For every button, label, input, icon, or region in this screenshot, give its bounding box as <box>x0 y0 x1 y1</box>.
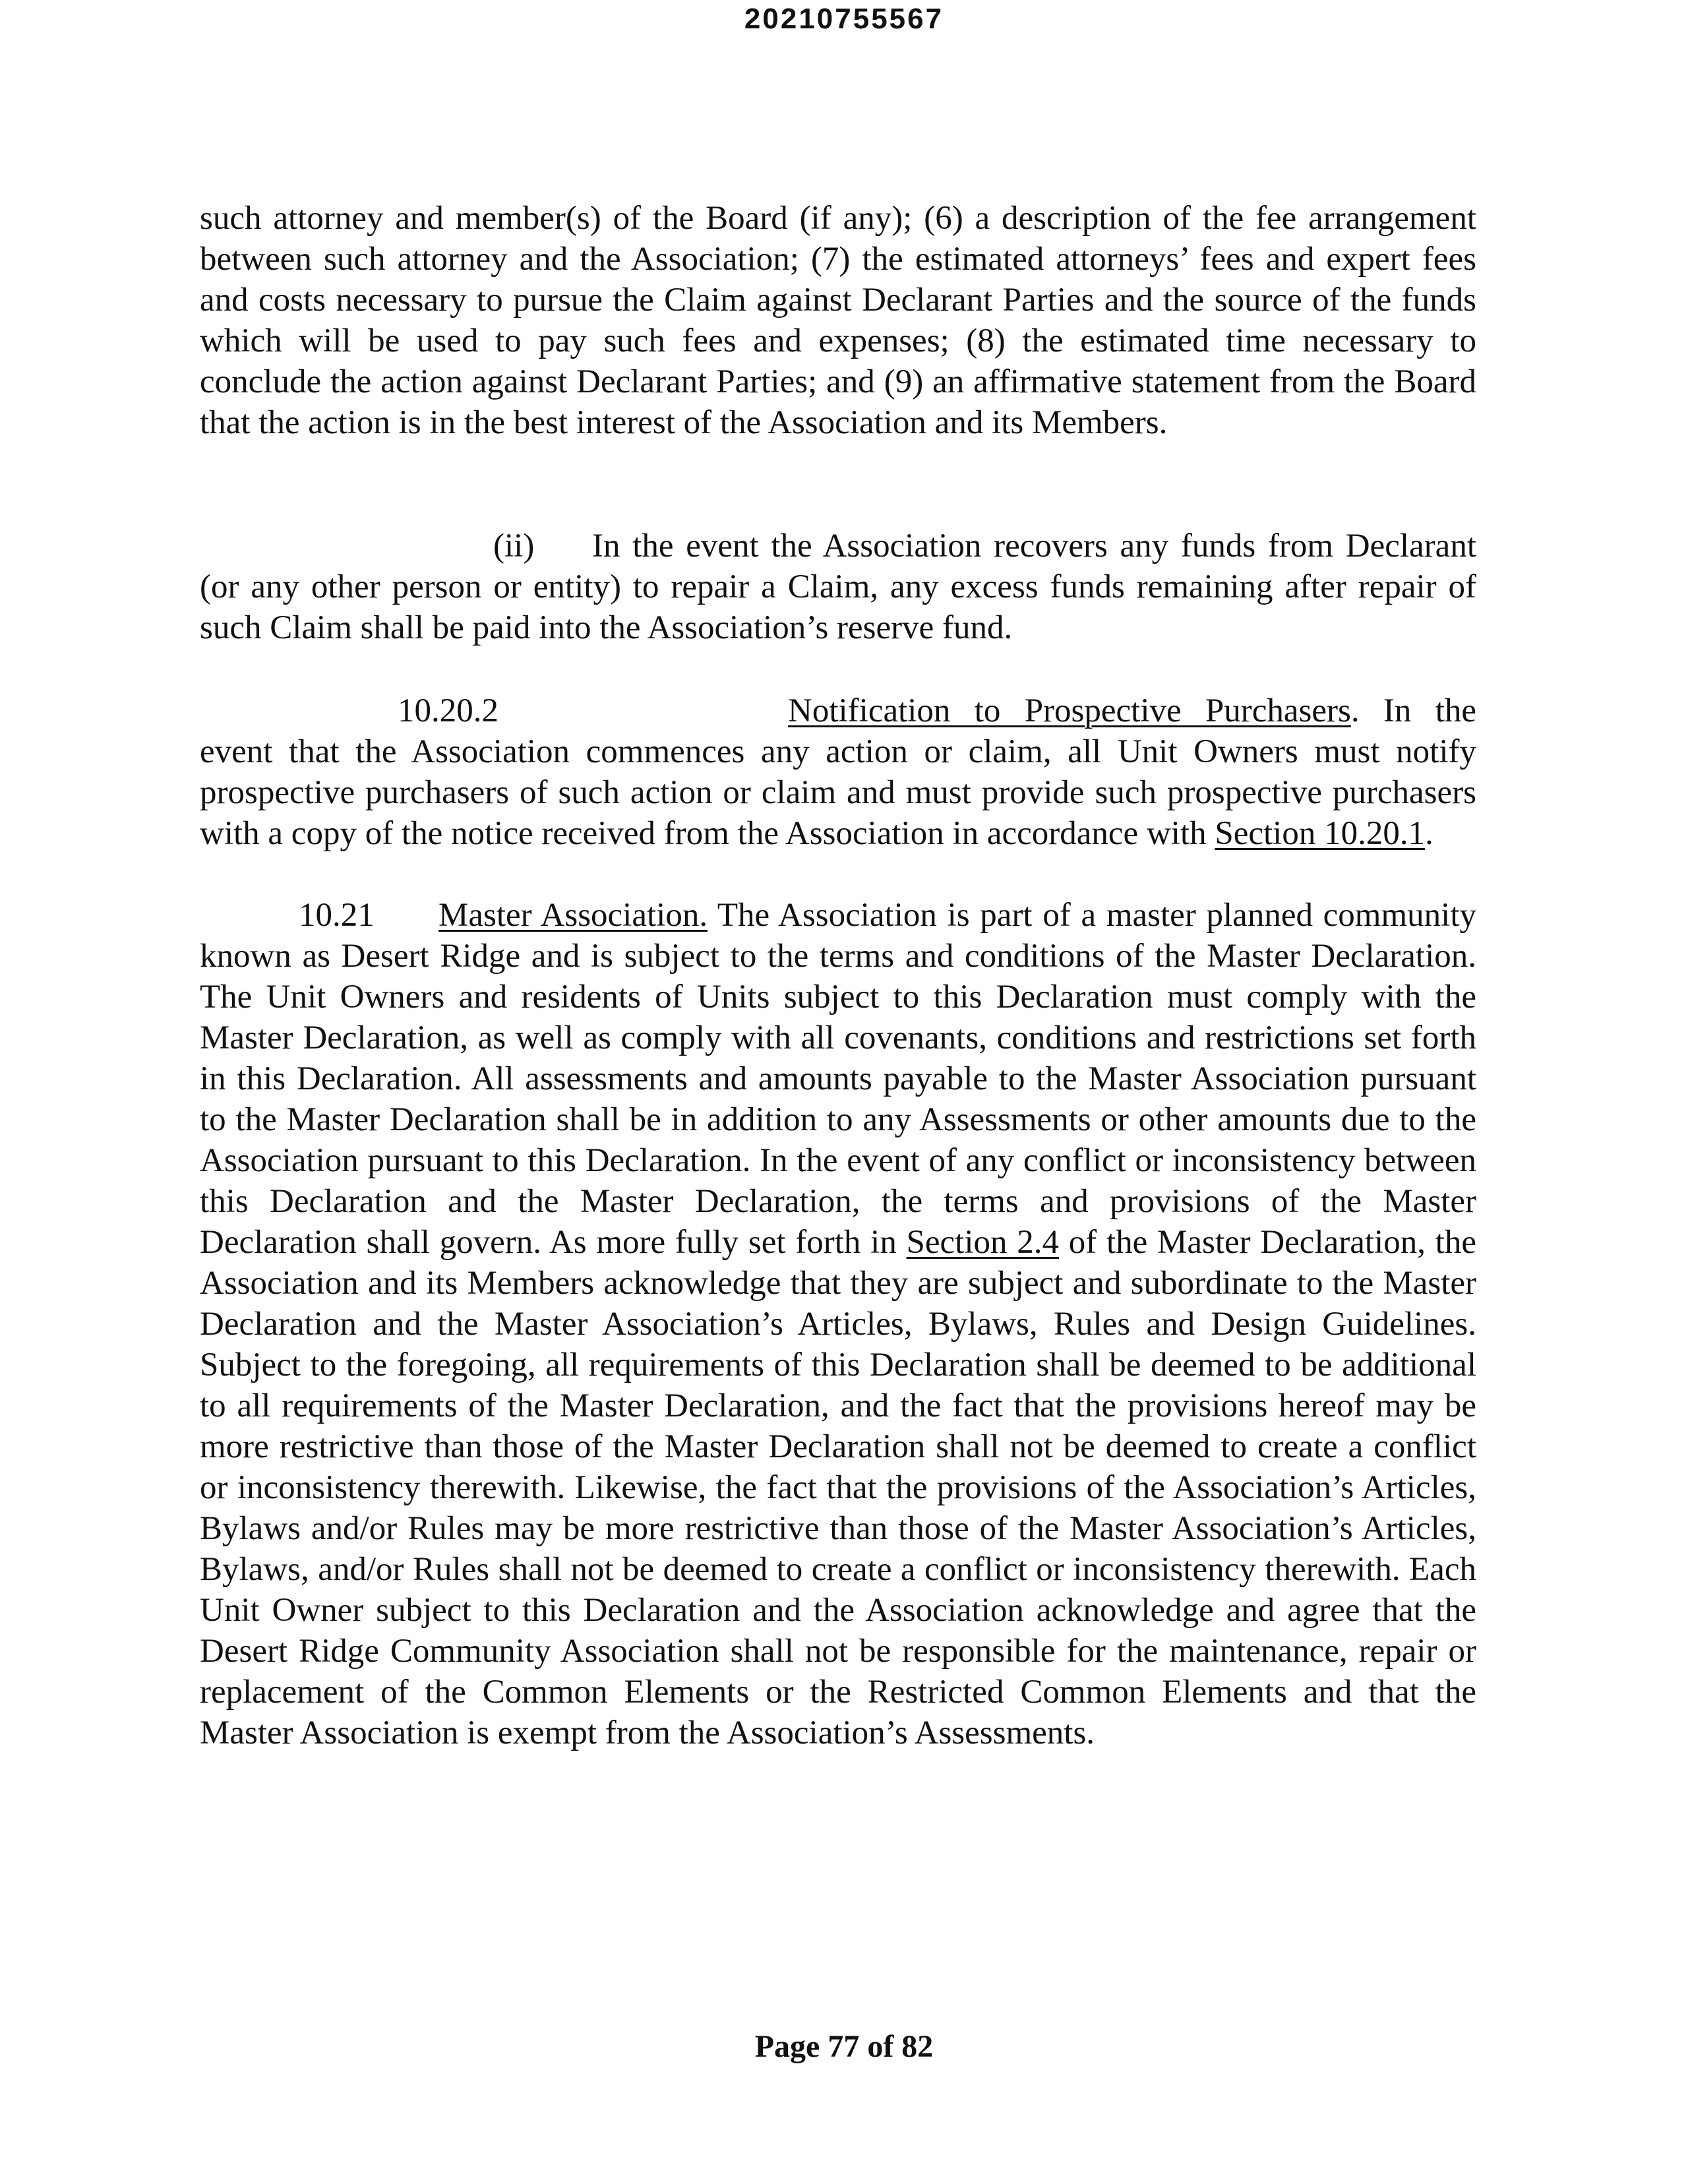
section-heading: Notification to Prospective Purchasers <box>788 692 1351 729</box>
section-number: 10.20.2 <box>398 692 498 729</box>
paragraph-section-10-21 <box>200 895 1476 1753</box>
subsection-number: (ii) <box>493 528 535 564</box>
section-reference: Section 10.20.1 <box>1215 815 1426 852</box>
paragraph-text-end: . <box>1425 815 1433 852</box>
paragraph-continued: such attorney and member(s) of the Board (if any); (6) a description of the fee arrangement between such attorney and the Association; (7) the estimated attorneys’ fees and expert fees and costs necessary to pursue the Claim against Declarant Parties and the source of the funds which will be used to pay such fees and expenses; (8) the estimated time necessary to conclude the action against Declarant Parties; and (9) an affirmative statement from the Board that the action is in the best interest of the Association and its Members. <box>200 200 1476 441</box>
section-reference: Section 2.4 <box>906 1224 1060 1261</box>
section-heading: Master Association. <box>438 897 708 934</box>
paragraph-text: The Association is part of a master planned community known as Desert Ridge and is subject to the terms and conditions of the Master Declaration. The Unit Owners and residents of Units subject to this Declaration must comply with the Master Declaration, as well as comply with all covenants, conditions and restrictions set forth in this Declaration. All assessments and amounts payable to the Master Association pursuant to the Master Declaration shall be in addition to any Assessments or other amounts due to the Association pursuant to this Declaration. In the event of any conflict or inconsistency between this Declaration and the Master Declaration, the terms and provisions of the Master Declaration shall govern. As more fully set forth in <box>200 897 1476 1261</box>
paragraph-text-end: of the Master Declaration, the Association and its Members acknowledge that they are subject and subordinate to the Master Declaration and the Master Association’s Articles, Bylaws, Rules and Design Guidelines. Subject to the foregoing, all requirements of this Declaration shall be deemed to be additional to all requirements of the Master Declaration, and the fact that the provisions hereof may be more restrictive than those of the Master Declaration shall not be deemed to create a conflict or inconsistency therewith. Likewise, the fact that the provisions of the Association’s Articles, Bylaws and/or Rules may be more restrictive than those of the Master Association’s Articles, Bylaws, and/or Rules shall not be deemed to create a conflict or inconsistency therewith. Each Unit Owner subject to this Declaration and the Association acknowledge and agree that the Desert Ridge Community Association shall not be responsible for the maintenance, repair or replacement of the Common Elements or the Restricted Common Elements and that the Master Association is exempt from the Association’s Assessments. <box>200 1224 1476 1751</box>
recording-number: 20210755567 <box>744 3 944 35</box>
paragraph-text: In the event the Association recovers any funds from Declarant (or any other person or entity) to repair a Claim, any excess funds remaining after repair of such Claim shall be paid into the Association’s reserve fund. <box>200 528 1476 646</box>
paragraph-text: . In the event that the Association commences any action or claim, all Unit Owners must notify prospective purchasers of such action or claim and must provide such prospective purchasers with a copy of the notice received from the Association in accordance with <box>200 692 1477 852</box>
section-number: 10.21 <box>299 897 375 934</box>
paragraph-section-10-20-2 <box>200 690 1476 854</box>
page-number: Page 77 of 82 <box>754 2029 934 2064</box>
paragraph-subsection-ii <box>200 526 1476 648</box>
